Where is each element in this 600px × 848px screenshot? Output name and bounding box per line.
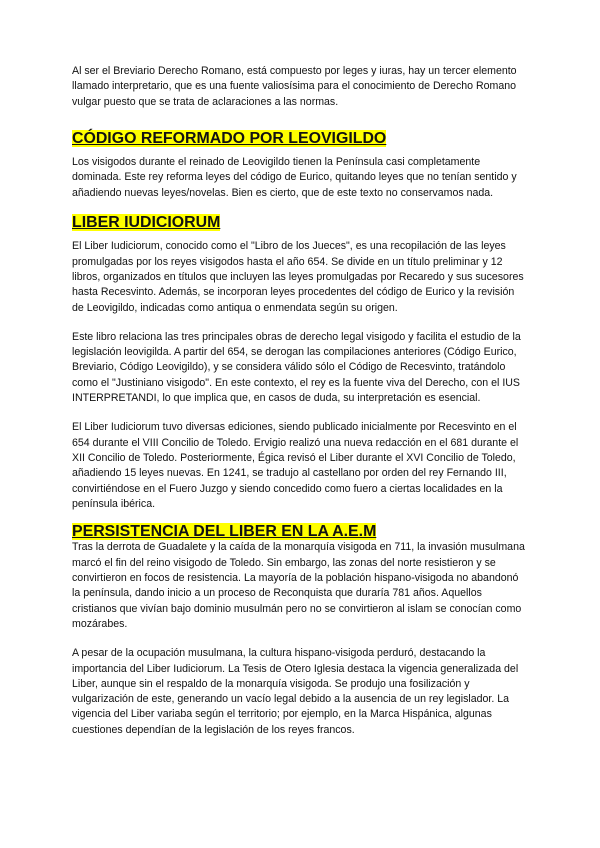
intro-paragraph: Al ser el Breviario Derecho Romano, está compuesto por leges y iuras, hay un tercer elemento llamado interpretario, que es una fuente valiosísima para el conocimiento de Derecho Romano vulgar puesto que se trata de aclaraciones a las normas. xyxy=(72,65,517,108)
heading-persistencia xyxy=(72,524,528,539)
heading-codigo-reformado xyxy=(72,131,528,146)
document-page xyxy=(72,64,528,738)
paragraph-persistencia-invasion: Tras la derrota de Guadalete y la caída de la monarquía visigoda en 711, la invasión musulmana marcó el fin del reino visigodo de Toledo. Sin embargo, las zonas del norte resistieron y se convirtieron en focos de resistencia. La mayoría de la población hispano-visigoda no abandonó la península, dando inicio a un proceso de Reconquista que duraría 781 años. Aquellos cristianos que vivían bajo dominio musulmán pero no se convirtieron al islam se conocían como mozárabes. xyxy=(72,541,525,630)
heading-highlight: LIBER IUDICIORUM xyxy=(72,214,221,232)
paragraph-persistencia-cultura: A pesar de la ocupación musulmana, la cultura hispano-visigoda perduró, destacando la importancia del Liber Iudiciorum. La Tesis de Otero Iglesia destaca la vigencia generalizada del Liber, aunque sin el respaldo de la monarquía visigoda. Se produjo una fosilización y vulgarización de este, generando un vacío legal debido a la ausencia de un rey legislador. La vigencia del Liber variaba según el territorio; por ejemplo, en la Marca Hispánica, algunas cuestiones dependían de la legislación de los reyes francos. xyxy=(72,647,519,736)
heading-liber-iudiciorum xyxy=(72,215,528,230)
paragraph-liber-editions: El Liber Iudiciorum tuvo diversas ediciones, siendo publicado inicialmente por Recesvinto en el 654 durante el VIII Concilio de Toledo. Ervigio realizó una nueva redacción en el 681 durante el XII Concilio de Toledo. Posteriormente, Égica revisó el Liber durante el XVI Concilio de Toledo, añadiendo 15 leyes nuevas. En 1241, se tradujo al castellano por orden del rey Fernando III, convirtiéndose en el Fuero Juzgo y siendo concedido como fuero a ciertas localidades en la península ibérica. xyxy=(72,421,519,510)
paragraph-codigo-reformado: Los visigodos durante el reinado de Leovigildo tienen la Península casi completamente dominada. Este rey reforma leyes del código de Eurico, quitando leyes que no tenían sentido y añadiendo nuevas leyes/novelas. Bien es cierto, que de este texto no conservamos nada. xyxy=(72,156,517,199)
paragraph-liber-relation: Este libro relaciona las tres principales obras de derecho legal visigodo y facilita el estudio de la legislación leovigilda. A partir del 654, se derogan las compilaciones anteriores (Código Eurico, Breviario, Código Leovigildo), y se considera válido sólo el Código de Recesvinto, tratándolo como el "Justiniano visigodo". En este contexto, el rey es la fuente viva del Derecho, con el IUS INTERPRETANDI, lo que implica que, en casos de duda, su interpretación es esencial. xyxy=(72,330,521,405)
heading-highlight: PERSISTENCIA DEL LIBER EN LA A.E.M xyxy=(72,523,377,541)
paragraph-liber-definition: El Liber Iudiciorum, conocido como el "Libro de los Jueces", es una recopilación de las leyes promulgadas por los reyes visigodos hasta el año 654. Se divide en un título preliminar y 12 libros, organizados en títulos que incluyen las leyes promulgadas por Recaredo y sus sucesores hasta Recesvinto. Además, se incorporan leyes procedentes del código de Eurico y la revisión de Leovigildo, indicadas como antiqua o enmendata según su origen. xyxy=(72,240,524,314)
heading-highlight: CÓDIGO REFORMADO POR LEOVIGILDO xyxy=(72,129,387,147)
